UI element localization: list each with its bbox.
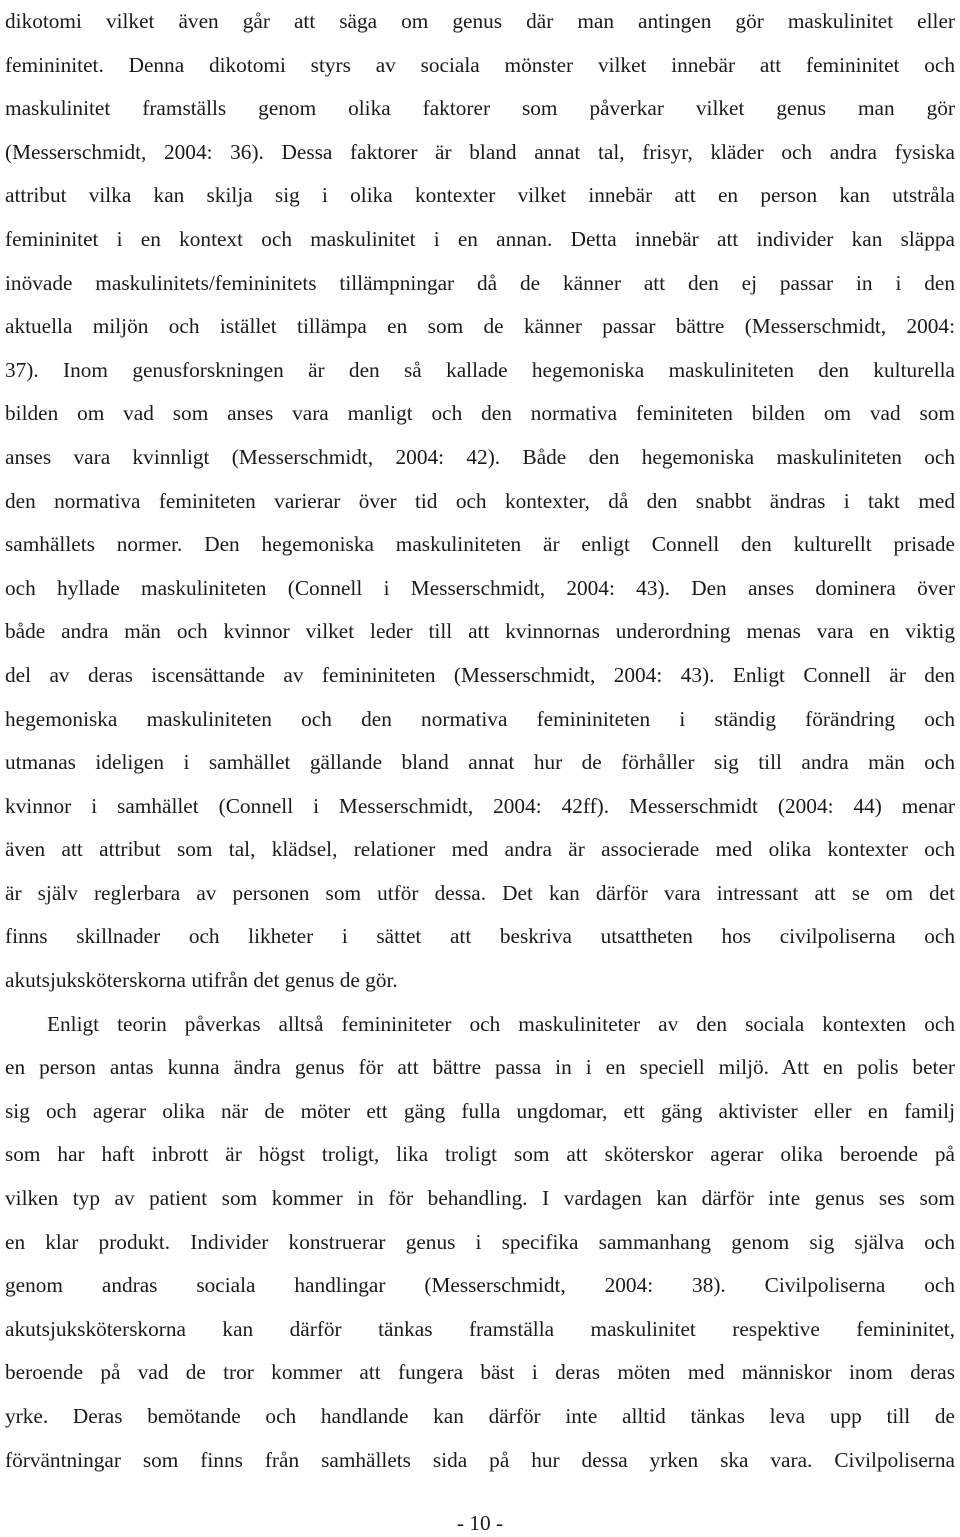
text-line: finns skillnader och likheter i sättet att beskriva utsattheten hos civilpoliserna och bbox=[5, 924, 955, 949]
text-line: anses vara kvinnligt (Messerschmidt, 2004: 42). Både den hegemoniska maskuliniteten och bbox=[5, 444, 955, 469]
text-line: hegemoniska maskuliniteten och den normativa femininiteten i ständig förändring och bbox=[5, 706, 955, 731]
text-line: attribut vilka kan skilja sig i olika kontexter vilket innebär att en person kan utstråla bbox=[5, 183, 955, 208]
text-line: sig och agerar olika när de möter ett gäng fulla ungdomar, ett gäng aktivister eller en familj bbox=[5, 1098, 955, 1123]
text-line: som har haft inbrott är högst troligt, lika troligt som att sköterskor agerar olika beroende på bbox=[5, 1142, 955, 1167]
text-line: förväntningar som finns från samhällets sida på hur dessa yrken ska vara. Civilpoliserna bbox=[5, 1447, 955, 1472]
text-line: den normativa feminiteten varierar över tid och kontexter, då den snabbt ändras i takt med bbox=[5, 488, 955, 513]
text-line: även att attribut som tal, klädsel, relationer med andra är associerade med olika kontexter och bbox=[5, 837, 955, 862]
text-line: kvinnor i samhället (Connell i Messerschmidt, 2004: 42ff). Messerschmidt (2004: 44) menar bbox=[5, 793, 955, 818]
text-line: vilken typ av patient som kommer in för behandling. I vardagen kan därför inte genus ses som bbox=[5, 1186, 955, 1211]
text-line: Enligt teorin påverkas alltså femininiteter och maskuliniteter av den sociala kontexten och bbox=[47, 1011, 955, 1036]
text-line: bilden om vad som anses vara manligt och den normativa feminiteten bilden om vad som bbox=[5, 401, 955, 426]
paragraph-2 bbox=[5, 1003, 955, 1483]
text-line: och hyllade maskuliniteten (Connell i Messerschmidt, 2004: 43). Den anses dominera över bbox=[5, 575, 955, 600]
text-line: utmanas ideligen i samhället gällande bland annat hur de förhåller sig till andra män och bbox=[5, 750, 955, 775]
text-line: del av deras iscensättande av femininiteten (Messerschmidt, 2004: 43). Enligt Connell är den bbox=[5, 662, 955, 687]
text-line: akutsjuksköterskorna utifrån det genus de gör. bbox=[5, 968, 398, 993]
text-line: en klar produkt. Individer konstruerar genus i specifika sammanhang genom sig själva och bbox=[5, 1229, 955, 1254]
text-line: är själv reglerbara av personen som utför dessa. Det kan därför vara intressant att se om det bbox=[5, 880, 955, 905]
text-line: beroende på vad de tror kommer att fungera bäst i deras möten med människor inom deras bbox=[5, 1360, 955, 1385]
paragraph-1 bbox=[5, 0, 955, 1003]
text-line: dikotomi vilket även går att säga om genus där man antingen gör maskulinitet eller bbox=[5, 9, 955, 33]
page-number: - 10 - bbox=[456, 1511, 504, 1535]
text-line: både andra män och kvinnor vilket leder till att kvinnornas underordning menas vara en viktig bbox=[5, 619, 955, 644]
text-line: yrke. Deras bemötande och handlande kan därför inte alltid tänkas leva upp till de bbox=[5, 1404, 955, 1428]
text-line: aktuella miljön och istället tillämpa en som de känner passar bättre (Messerschmidt, 2004: bbox=[5, 314, 955, 339]
text-line: inövade maskulinitets/femininitets tillämpningar då de känner att den ej passar in i den bbox=[5, 270, 955, 295]
text-line: samhällets normer. Den hegemoniska maskuliniteten är enligt Connell den kulturellt prisade bbox=[5, 532, 955, 557]
text-line: genom andras sociala handlingar (Messerschmidt, 2004: 38). Civilpoliserna och bbox=[5, 1273, 955, 1298]
text-line: akutsjuksköterskorna kan därför tänkas framställa maskulinitet respektive femininitet, bbox=[5, 1316, 955, 1341]
text-line: femininitet. Denna dikotomi styrs av sociala mönster vilket innebär att femininitet och bbox=[5, 52, 955, 77]
body-text bbox=[5, 0, 955, 1482]
text-line: maskulinitet framställs genom olika faktorer som påverkar vilket genus man gör bbox=[5, 96, 955, 121]
text-line: en person antas kunna ändra genus för att bättre passa in i en speciell miljö. Att en polis beter bbox=[5, 1055, 955, 1080]
text-line: 37). Inom genusforskningen är den så kallade hegemoniska maskuliniteten den kulturella bbox=[5, 357, 955, 382]
text-line: (Messerschmidt, 2004: 36). Dessa faktorer är bland annat tal, frisyr, kläder och andra fysiska bbox=[5, 139, 955, 164]
text-line: femininitet i en kontext och maskulinitet i en annan. Detta innebär att individer kan släppa bbox=[5, 226, 955, 251]
